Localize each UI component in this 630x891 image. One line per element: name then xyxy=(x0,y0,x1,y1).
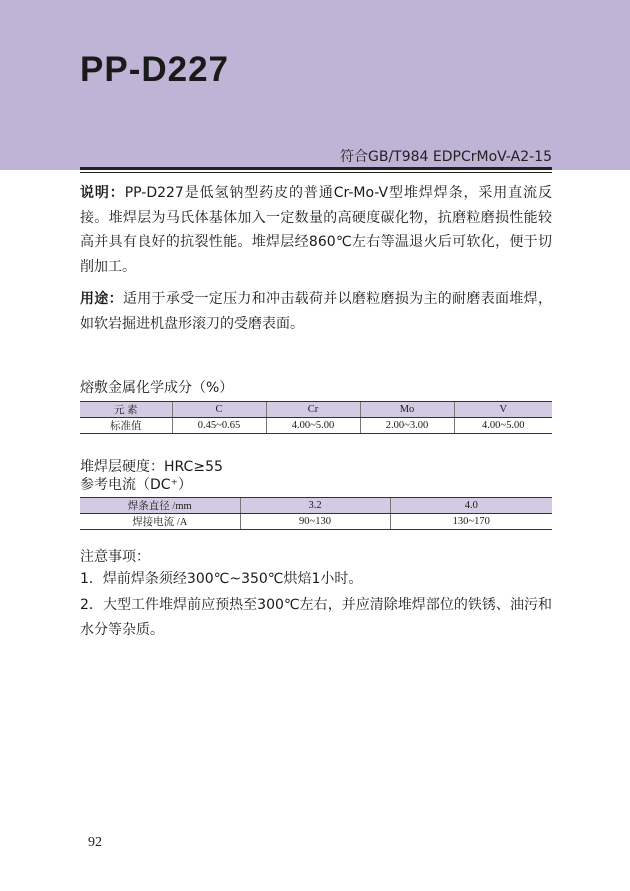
current-value-row xyxy=(80,514,552,530)
header-rule-thin xyxy=(80,172,552,173)
chem-header-cr: Cr xyxy=(266,402,360,418)
current-value-4-0: 130~170 xyxy=(390,514,552,530)
page-number: 92 xyxy=(88,835,102,850)
chem-value-mo: 2.00~3.00 xyxy=(360,418,454,434)
chem-table xyxy=(80,401,552,434)
notes-title: 注意事项： xyxy=(80,549,150,565)
usage-label: 用途： xyxy=(80,291,123,307)
chem-value-v: 4.00~5.00 xyxy=(454,418,552,434)
note-item: 1．焊前焊条须经300℃~350℃烘焙1小时。 xyxy=(80,571,363,587)
header-rule-thick xyxy=(80,167,552,170)
current-value-3-2: 90~130 xyxy=(240,514,390,530)
usage-paragraph xyxy=(80,287,552,336)
chem-header-v: V xyxy=(454,402,552,418)
chem-header-c: C xyxy=(172,402,266,418)
note-item: 2．大型工件堆焊前应预热至300℃左右，并应清除堆焊部位的铁锈、油污和水分等杂质。 xyxy=(80,597,552,638)
standard-designation: 符合GB/T984 EDPCrMoV-A2-15 xyxy=(340,149,552,165)
chem-row-label: 标准值 xyxy=(80,418,172,434)
usage-text: 适用于承受一定压力和冲击载荷并以磨粒磨损为主的耐磨表面堆焊，如软岩掘进机盘形滚刀的受磨表面。 xyxy=(80,291,552,332)
current-header-diameter: 焊条直径 /mm xyxy=(80,498,240,514)
current-row-label: 焊接电流 /A xyxy=(80,514,240,530)
page-title: PP-D227 xyxy=(80,50,230,89)
current-section-title: 参考电流（DC⁺） xyxy=(80,477,192,493)
chem-header-element: 元 素 xyxy=(80,402,172,418)
chem-value-cr: 4.00~5.00 xyxy=(266,418,360,434)
chem-header-mo: Mo xyxy=(360,402,454,418)
current-header-3-2: 3.2 xyxy=(240,498,390,514)
description-paragraph xyxy=(80,181,552,279)
chem-section-title: 熔敷金属化学成分（%） xyxy=(80,380,234,396)
chem-value-row xyxy=(80,418,552,434)
current-header-4-0: 4.0 xyxy=(390,498,552,514)
current-header-row xyxy=(80,498,552,514)
current-table xyxy=(80,497,552,530)
description-label: 说明： xyxy=(80,185,125,201)
hardness-text: 堆焊层硬度：HRC≥55 xyxy=(80,459,223,475)
description-text: PP-D227是低氢钠型药皮的普通Cr-Mo-V型堆焊焊条，采用直流反接。堆焊层为马氏体基体加入一定数量的高硬度碳化物，抗磨粒磨损性能较高并具有良好的抗裂性能。堆焊层经860℃左右等温退火后可软化，便于切削加工。 xyxy=(80,185,553,275)
chem-value-c: 0.45~0.65 xyxy=(172,418,266,434)
chem-header-row xyxy=(80,402,552,418)
